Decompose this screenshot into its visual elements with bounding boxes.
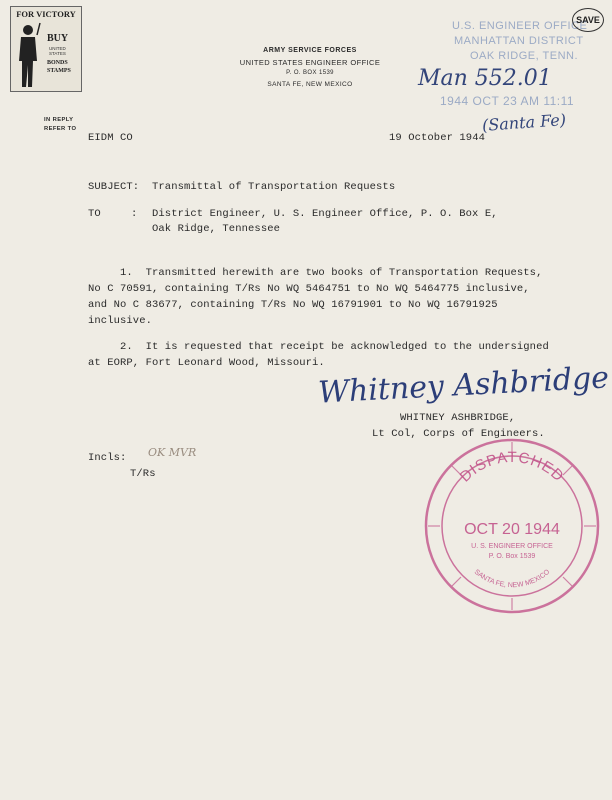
signatory-title: Lt Col, Corps of Engineers.	[372, 428, 545, 440]
para2-line-1: 2. It is requested that receipt be acknowledged to the undersigned	[88, 341, 549, 353]
letterhead-line-3: P. O. BOX 1539	[286, 70, 334, 76]
received-stamp-line-2: MANHATTAN DISTRICT	[454, 35, 584, 47]
subject-label: SUBJECT:	[88, 181, 140, 193]
in-reply-line-2: REFER TO	[44, 126, 77, 132]
dispatched-stamp	[422, 436, 602, 616]
poster-bonds-text: BONDS STAMPS	[47, 60, 71, 74]
poster-top-text: FOR VICTORY	[16, 9, 76, 19]
para1-line-1: 1. Transmitted herewith are two books of Transportation Requests,	[88, 267, 543, 279]
handwritten-incl-note: OK MVR	[148, 446, 197, 459]
signatory-name: WHITNEY ASHBRIDGE,	[400, 412, 516, 424]
dispatched-office: U. S. ENGINEER OFFICE	[471, 543, 553, 550]
poster-small-text: UNITED STATES	[49, 46, 66, 56]
poster-buy-text: BUY	[47, 33, 69, 44]
enclosures-label: Incls:	[88, 452, 127, 464]
to-label: TO	[88, 208, 101, 220]
subject-text: Transmittal of Transportation Requests	[152, 181, 396, 193]
para1-line-4: inclusive.	[88, 315, 153, 327]
received-stamp-line-1: U.S. ENGINEER OFFICE	[452, 20, 588, 32]
letterhead-line-1: ARMY SERVICE FORCES	[263, 47, 357, 54]
dispatched-box: P. O. Box 1539	[488, 553, 536, 560]
letterhead-line-4: SANTA FE, NEW MEXICO	[267, 81, 353, 88]
handwritten-file-ref: Man 552.01	[418, 66, 552, 91]
letterhead-line-2: UNITED STATES ENGINEER OFFICE	[239, 58, 381, 67]
handwritten-place: (Santa Fe)	[481, 110, 567, 135]
in-reply-line-1: IN REPLY	[44, 117, 74, 123]
to-colon: :	[131, 208, 138, 220]
war-bonds-poster-stamp	[10, 6, 82, 92]
handwritten-signature: Whitney Ashbridge	[317, 360, 610, 411]
to-line-2: Oak Ridge, Tennessee	[152, 223, 281, 235]
para1-line-2: No C 70591, containing T/Rs No WQ 5464751 to No WQ 5464775 inclusive,	[88, 283, 530, 295]
para1-line-3: and No C 83677, containing T/Rs No WQ 16791901 to No WQ 16791925	[88, 299, 498, 311]
dispatched-date: OCT 20 1944	[464, 521, 560, 538]
dispatched-label: DISPATCHED	[456, 448, 568, 486]
in-reply-block	[44, 116, 76, 134]
para2-line-2: at EORP, Fort Leonard Wood, Missouri.	[88, 357, 325, 369]
save-stamp: SAVE	[572, 8, 604, 32]
received-stamp-datetime: 1944 OCT 23 AM 11:11	[440, 94, 575, 108]
reference-code: EIDM CO	[88, 132, 133, 144]
received-stamp-line-3: OAK RIDGE, TENN.	[470, 50, 579, 62]
soldier-illustration-icon	[13, 21, 43, 89]
to-line-1: District Engineer, U. S. Engineer Office, P. O. Box E,	[152, 208, 498, 220]
letter-date: 19 October 1944	[389, 132, 486, 144]
enclosures-item: T/Rs	[130, 468, 156, 480]
dispatched-location: SANTA FE, NEW MEXICO	[472, 568, 552, 590]
